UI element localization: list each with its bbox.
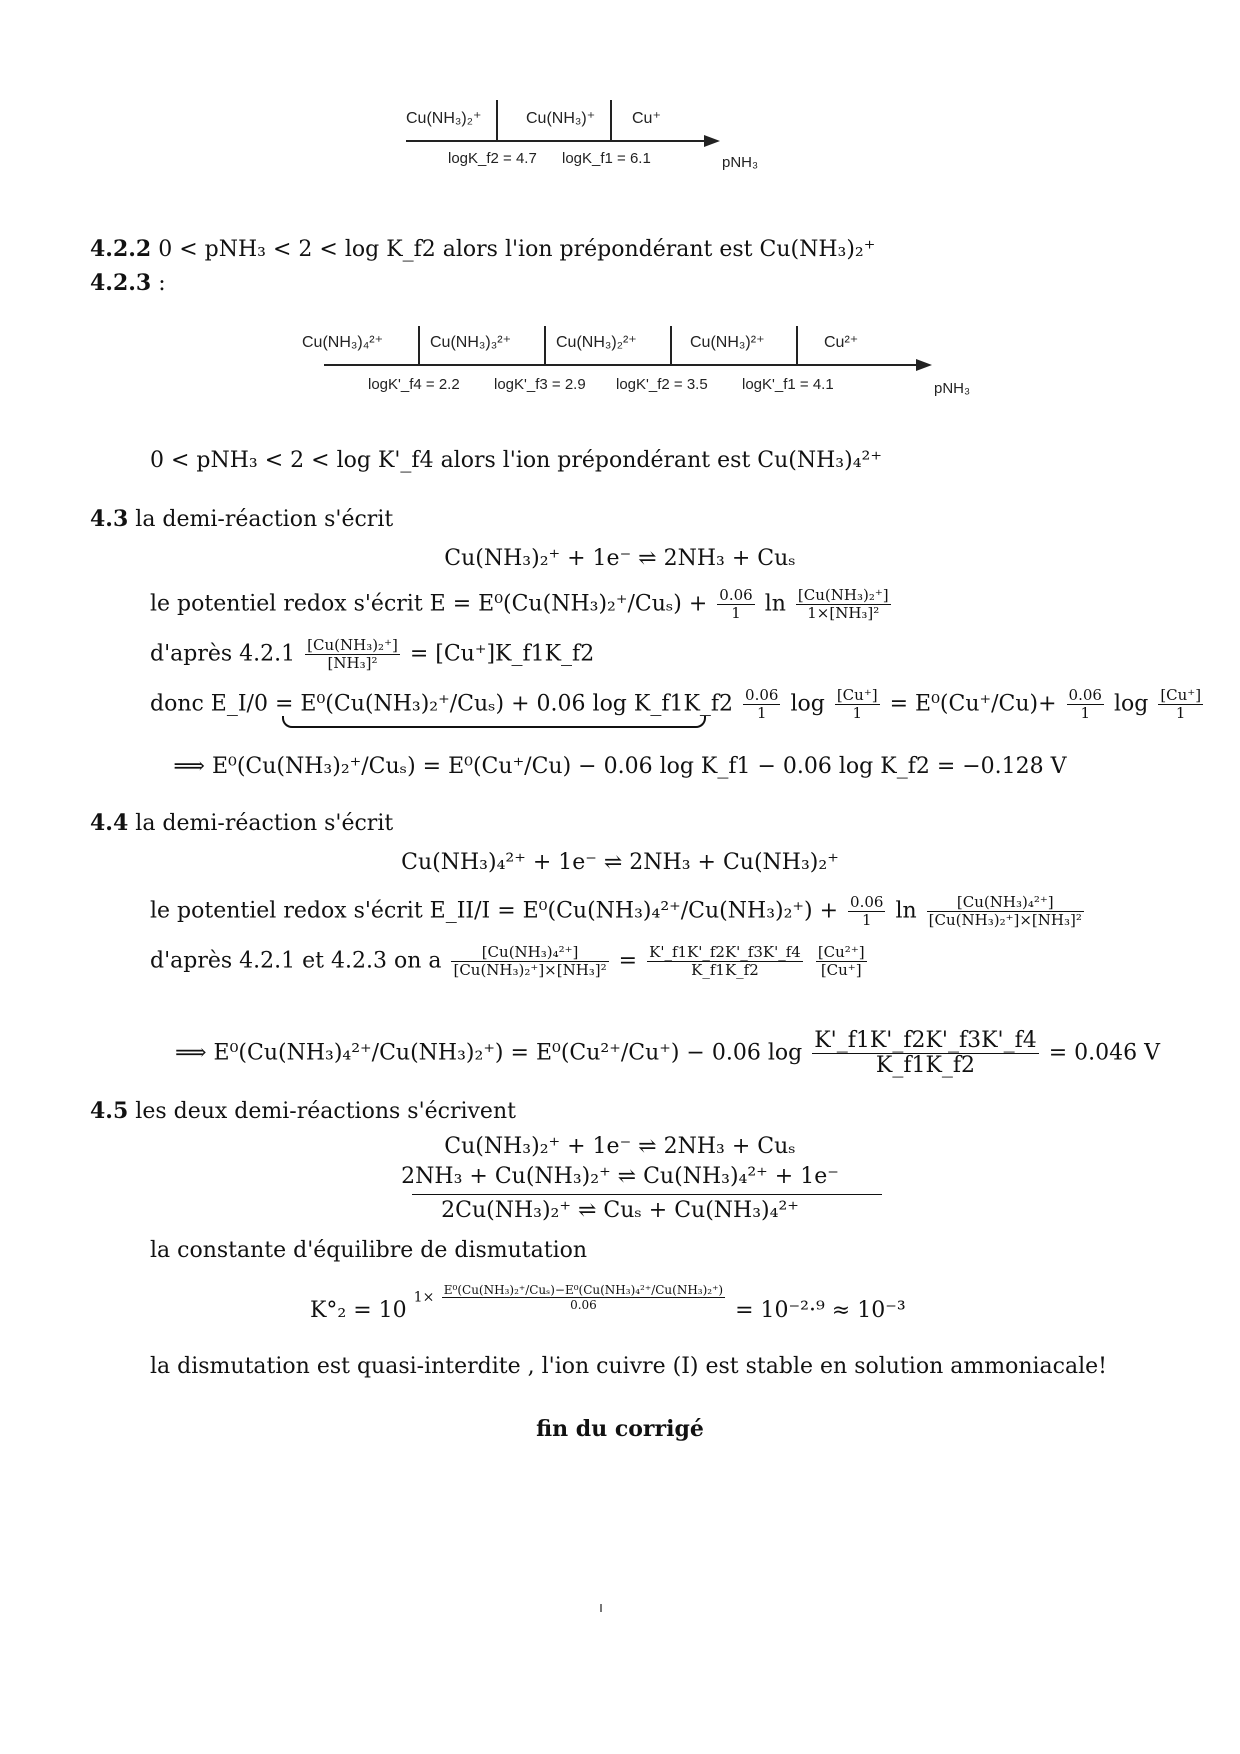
fraction-numerator: E⁰(Cu(NH₃)₂⁺/Cuₛ)−E⁰(Cu(NH₃)₄²⁺/Cu(NH₃)₂⁺) [443,1283,724,1297]
concentration-fraction [305,638,400,671]
fraction-denominator: 1 [852,704,862,722]
fraction-numerator: [Cu²⁺] [817,943,865,961]
fraction-numerator: 0.06 [719,586,753,604]
fraction-numerator: K'_f1K'_f2K'_f3K'_f4 [649,943,801,961]
boundary-value: logK_f2 = 4.7 [448,150,537,167]
potential-expression: le potentiel redox s'écrit E_II/I = E⁰(Cu(NH₃)₄²⁺/Cu(NH₃)₂⁺) + [150,898,839,924]
equals-sign: = [618,948,638,974]
boundary-line [670,326,672,364]
fraction-numerator: [Cu⁺] [1160,686,1202,704]
fraction-numerator: 0.06 [745,686,779,704]
section-text: la demi-réaction s'écrit [135,507,394,532]
apres-rhs: = [Cu⁺]K_f1K_f2 [409,641,595,667]
result-suffix: = 0.046 V [1048,1040,1161,1066]
half-reaction-2: 2NH₃ + Cu(NH₃)₂⁺ ⇌ Cu(NH₃)₄²⁺ + 1e⁻ [401,1164,839,1189]
fraction-numerator: 0.06 [1068,686,1102,704]
fraction-denominator: 1×[NH₃]² [807,604,880,622]
section-number: 4.2.3 [90,270,152,296]
ln-operator: ln [895,898,917,924]
species-label: Cu(NH₃)₃²⁺ [430,334,512,351]
constants-fraction [812,1030,1039,1077]
fraction-numerator: [Cu(NH₃)₄²⁺] [451,945,608,962]
species-label: Cu(NH₃)₂⁺ [406,110,482,127]
constante-text: la constante d'équilibre de dismutation [150,1238,588,1263]
fraction-numerator: 0.06 [850,893,884,911]
section-number: 4.4 [90,810,129,836]
log-operator: log [790,691,825,717]
page-mark [600,1604,602,1612]
axis-arrow-icon [704,135,720,147]
potential-expression: le potentiel redox s'écrit E = E⁰(Cu(NH₃)₂⁺/Cuₛ) + [150,591,708,617]
coefficient-fraction [743,688,780,721]
fraction-numerator: [Cu(NH₃)₂⁺] [307,636,398,654]
equilibrium-constant [310,1283,906,1323]
predominance-diagram-cu-i [400,100,780,180]
apres-line [150,945,870,978]
exponent [414,1284,728,1311]
axis-label: pNH₃ [722,154,759,171]
apres-line [150,638,594,671]
ln-operator: ln [764,591,786,617]
species-label: Cu²⁺ [824,334,859,351]
pnh3-axis [324,364,918,366]
exponent-fraction [442,1284,725,1311]
predominance-diagram-cu-ii [290,318,990,408]
section-number: 4.5 [90,1098,129,1124]
axis-label: pNH₃ [934,380,971,397]
end-text: fin du corrigé [536,1416,704,1442]
fraction-denominator: 1 [756,704,767,722]
fraction-denominator: 1 [861,911,872,929]
boundary-line [418,326,420,364]
concentration-fraction [796,588,891,621]
half-reaction-equation: Cu(NH₃)₄²⁺ + 1e⁻ ⇌ 2NH₃ + Cu(NH₃)₂⁺ [401,850,839,875]
exponent-prefix: 1× [413,1289,435,1306]
end-marker [0,1418,1240,1441]
constants-fraction [647,945,803,978]
log-operator: log [1113,691,1149,717]
redox-potential-line [150,588,894,621]
coefficient-fraction [717,588,754,621]
species-label: Cu(NH₃)₄²⁺ [302,334,384,351]
section-number: 4.2.2 [90,236,152,262]
boundary-value: logK_f1 = 6.1 [562,150,651,167]
species-label: Cu⁺ [632,110,661,127]
boundary-value: logK'_f4 = 2.2 [368,376,460,393]
underbraced-term: E⁰(Cu(NH₃)₂⁺/Cuₛ) + 0.06 log K_f1K_f2 [300,691,734,717]
fraction-denominator: 1 [731,604,741,622]
section-4-4 [90,812,393,835]
apres-text: d'après 4.2.1 [150,641,296,667]
result-e0-cu-ii [175,1030,1160,1077]
section-4-2-2 [90,238,875,261]
fraction-denominator: [Cu(NH₃)₂⁺]×[NH₃]² [928,911,1082,929]
section-4-2-3-conclusion: 0 < pNH₃ < 2 < log K'_f4 alors l'ion prépondérant est Cu(NH₃)₄²⁺ [150,448,882,473]
boundary-value: logK'_f2 = 3.5 [616,376,708,393]
fraction-denominator: 1 [1080,704,1090,722]
section-text: 0 < pNH₃ < 2 < log K_f2 alors l'ion prépondérant est Cu(NH₃)₂⁺ [158,237,876,262]
sum-rule [412,1194,882,1195]
result-prefix: ⟹ E⁰(Cu(NH₃)₄²⁺/Cu(NH₃)₂⁺) = E⁰(Cu²⁺/Cu⁺) − 0.06 log [175,1040,803,1066]
section-4-3 [90,508,393,531]
fraction-numerator: [Cu⁺] [836,686,878,704]
species-label: Cu(NH₃)₂²⁺ [556,334,637,351]
conclusion-text: la dismutation est quasi-interdite , l'ion cuivre (I) est stable en solution ammoniacale! [150,1354,1107,1379]
section-number: 4.3 [90,506,129,532]
concentration-fraction [835,688,880,721]
section-text: : [158,271,166,296]
apres-text: d'après 4.2.1 et 4.2.3 on a [150,948,442,974]
concentration-fraction [927,895,1084,928]
redox-potential-line [150,895,1087,928]
half-reaction-1: Cu(NH₃)₂⁺ + 1e⁻ ⇌ 2NH₃ + Cuₛ [444,1134,796,1159]
k-prefix: K°₂ = 10 [310,1298,407,1323]
coefficient-fraction [1067,688,1104,721]
pnh3-axis [406,140,706,142]
fraction-denominator: K_f1K_f2 [691,961,759,979]
fraction-denominator: 0.06 [570,1298,597,1312]
section-4-5 [90,1100,516,1123]
concentration-fraction [451,945,608,978]
boundary-line [544,326,546,364]
boundary-value: logK'_f3 = 2.9 [494,376,586,393]
result-e0-cu-i: ⟹ E⁰(Cu(NH₃)₂⁺/Cuₛ) = E⁰(Cu⁺/Cu) − 0.06 log K_f1 − 0.06 log K_f2 = −0.128 V [173,754,1067,779]
boundary-line [496,100,498,142]
axis-arrow-icon [916,359,932,371]
boundary-value: logK'_f1 = 4.1 [742,376,834,393]
fraction-denominator: [NH₃]² [327,654,378,672]
fraction-numerator: [Cu(NH₃)₄²⁺] [927,895,1084,912]
fraction-denominator: [Cu(NH₃)₂⁺]×[NH₃]² [453,961,607,979]
fraction-numerator: [Cu(NH₃)₂⁺] [797,586,889,604]
fraction-denominator: [Cu⁺] [820,961,862,979]
section-text: la demi-réaction s'écrit [135,811,394,836]
species-label: Cu(NH₃)⁺ [526,110,596,127]
section-4-2-3 [90,272,166,295]
species-label: Cu(NH₃)²⁺ [690,334,765,351]
coefficient-fraction [848,895,885,928]
half-reaction-equation: Cu(NH₃)₂⁺ + 1e⁻ ⇌ 2NH₃ + Cuₛ [444,546,796,571]
donc-prefix: donc E_I/0 = [150,691,294,717]
donc-middle: = E⁰(Cu⁺/Cu)+ [889,691,1057,717]
fraction-denominator: K_f1K_f2 [875,1053,976,1078]
fraction-numerator: K'_f1K'_f2K'_f3K'_f4 [814,1028,1037,1053]
underbrace [282,716,706,728]
boundary-line [796,326,798,364]
section-text: les deux demi-réactions s'écrivent [135,1099,516,1124]
fraction-denominator: 1 [1175,704,1186,722]
concentration-fraction [816,945,867,978]
concentration-fraction [1158,688,1203,721]
k-suffix: = 10⁻²·⁹ ≈ 10⁻³ [735,1298,906,1323]
boundary-line [610,100,612,142]
overall-reaction: 2Cu(NH₃)₂⁺ ⇌ Cuₛ + Cu(NH₃)₄²⁺ [441,1198,799,1223]
